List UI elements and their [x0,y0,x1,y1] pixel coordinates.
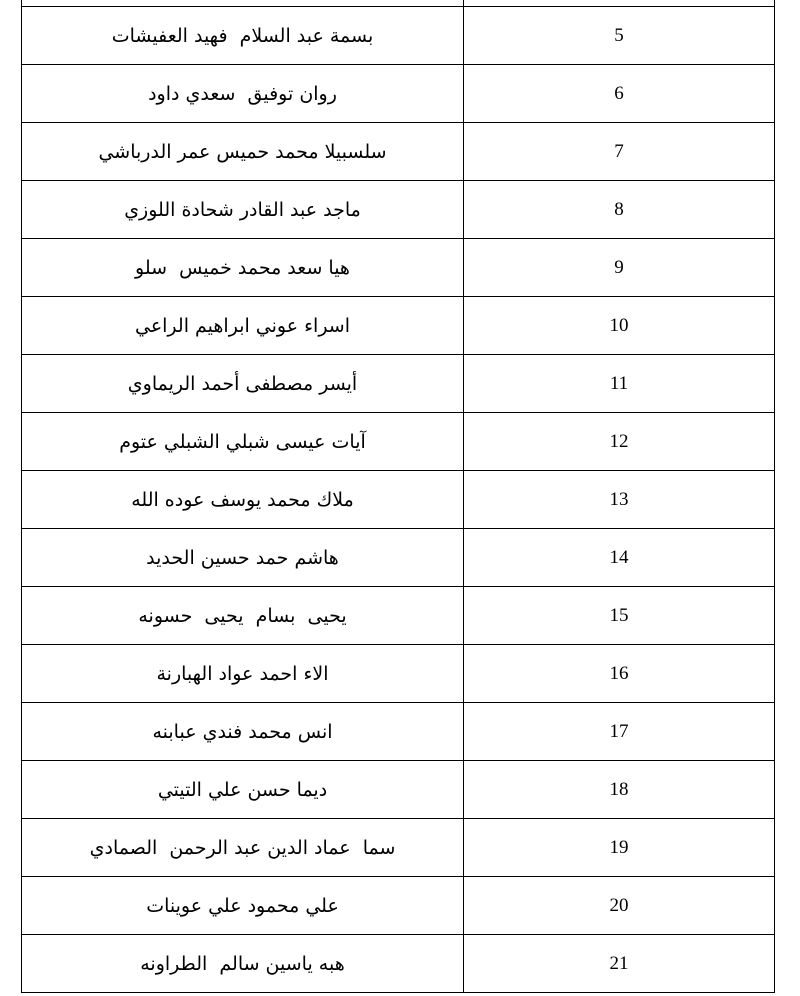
table-row [22,181,775,239]
student-name-cell: هاشم حمد حسين الحديد [22,529,464,587]
table-row [22,529,775,587]
student-name-cell: الاء احمد عواد الهبارنة [22,645,464,703]
row-number-cell: 21 [464,935,775,993]
student-name-cell: علي محمود علي عوينات [22,877,464,935]
student-name-cell: سلسبيلا محمد حميس عمر الدرباشي [22,123,464,181]
student-name-cell: اسراء عوني ابراهيم الراعي [22,297,464,355]
table-row [22,355,775,413]
row-number-cell: 19 [464,819,775,877]
row-number-cell: 5 [464,7,775,65]
table-row [22,819,775,877]
row-number-cell: 17 [464,703,775,761]
table-row [22,65,775,123]
row-number-cell: 12 [464,413,775,471]
row-number-cell: 16 [464,645,775,703]
row-number-cell: 6 [464,65,775,123]
row-number-cell: 8 [464,181,775,239]
student-name-cell: يحيى بسام يحيى حسونه [22,587,464,645]
student-name-cell: هبه ياسين سالم الطراونه [22,935,464,993]
table-row [22,645,775,703]
student-name-cell: آيات عيسى شبلي الشبلي عتوم [22,413,464,471]
names-table-body [22,0,775,993]
row-number-cell: 9 [464,239,775,297]
table-row [22,587,775,645]
row-number-cell: 7 [464,123,775,181]
table-row [22,761,775,819]
student-name-cell: ملاك محمد يوسف عوده الله [22,471,464,529]
student-name-cell: ديما حسن علي التيتي [22,761,464,819]
names-table-container [21,0,774,993]
row-number-cell: 10 [464,297,775,355]
table-row [22,703,775,761]
table-row [22,471,775,529]
table-row [22,935,775,993]
student-name-cell: روان توفيق سعدي داود [22,65,464,123]
table-row [22,297,775,355]
row-number-cell: 18 [464,761,775,819]
table-row [22,413,775,471]
table-row [22,123,775,181]
student-name-cell: ماجد عبد القادر شحادة اللوزي [22,181,464,239]
student-name-cell: هيا سعد محمد خميس سلو [22,239,464,297]
table-row [22,7,775,65]
row-number-cell: 14 [464,529,775,587]
student-name-cell: بسمة عبد السلام فهيد العفيشات [22,7,464,65]
row-number-cell: 20 [464,877,775,935]
student-name-cell: انس محمد فندي عبابنه [22,703,464,761]
row-number-cell: 15 [464,587,775,645]
row-number-cell: 13 [464,471,775,529]
student-name-cell: سما عماد الدين عبد الرحمن الصمادي [22,819,464,877]
row-number-cell: 11 [464,355,775,413]
names-table [21,0,775,993]
table-row [22,239,775,297]
table-row [22,877,775,935]
student-name-cell: أيسر مصطفى أحمد الريماوي [22,355,464,413]
